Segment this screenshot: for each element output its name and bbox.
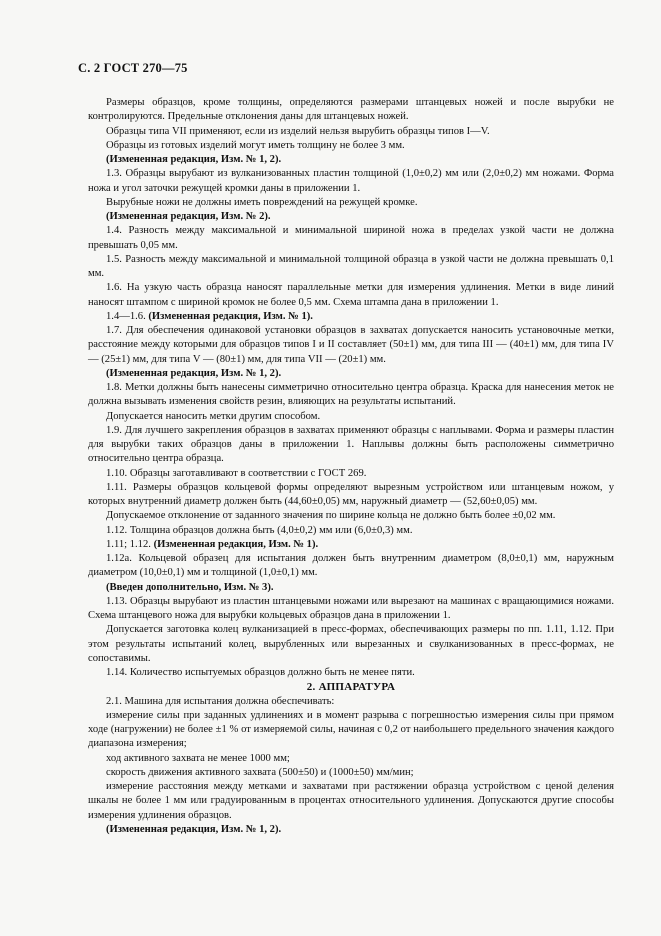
paragraph <box>88 538 614 552</box>
paragraph: скорость движения активного захвата (500±50) и (1000±50) мм/мин; <box>106 766 414 778</box>
paragraph: 1.12. Толщина образцов должна быть (4,0±0,2) мм или (6,0±0,3) мм. <box>106 524 413 536</box>
section-title: 2. АППАРАТУРА <box>306 681 396 694</box>
paragraph: 1.10. Образцы заготавливают в соответствии с ГОСТ 269. <box>106 467 367 479</box>
paragraph: 1.4. Разность между максимальной и минимальной шириной ножа в пределах узкой части не должна превышать 0,05 мм. <box>88 225 614 251</box>
paragraph: Допускаемое отклонение от заданного значения по ширине кольца не должно быть более ±0,02 мм. <box>106 510 556 522</box>
paragraph: 1.5. Разность между максимальной и минимальной толщиной образца в узкой части не должна превышать 0,1 мм. <box>88 253 614 279</box>
paragraph: 2.1. Машина для испытания должна обеспечивать: <box>106 695 335 707</box>
paragraph: ход активного захвата не менее 1000 мм; <box>106 752 290 764</box>
revision-note: (Измененная редакция, Изм. № 1). <box>148 310 313 322</box>
paragraph: 1.7. Для обеспечения одинаковой установки образцов в захватах допускается наносить установочные метки, расстояние между которыми для образцов типов I и II составляет (50±1) мм, для типа III — (40±1) мм, для типа IV — (25±1) мм, для типа V — (80±1) мм, для типа VII — (20±1) мм. <box>88 325 614 365</box>
revision-note: (Измененная редакция, Изм. № 1). <box>153 538 319 550</box>
paragraph: 1.8. Метки должны быть нанесены симметрично относительно центра образца. Краска для нанесения меток не должна вызывать изменения свойств резин, влияющих на результаты испытаний. <box>88 382 614 408</box>
section-2-paragraphs <box>88 695 614 838</box>
paragraph: 1.9. Для лучшего закрепления образцов в захватах применяют образцы с наплывами. Форма и размеры пластин для вырубки таких образцов даны в приложении 1. Наплывы должны быть расположены симметрично относительно центра образца. <box>88 424 614 465</box>
paragraph: 1.6. На узкую часть образца наносят параллельные метки для измерения удлинения. Метки в виде линий наносят штампом с шириной кромок не более 0,5 мм. Схема штампа дана в приложении 1. <box>88 282 614 308</box>
paragraph <box>88 310 614 324</box>
paragraph: Размеры образцов, кроме толщины, определяются размерами штанцевых ножей и после вырубки не контролируются. Предельные отклонения даны для штанцевых ножей. <box>88 97 614 123</box>
paragraph: (Измененная редакция, Изм. № 2). <box>106 211 271 222</box>
page-header: С. 2 ГОСТ 270—75 <box>78 61 188 75</box>
paragraph: измерение силы при заданных удлинениях и в момент разрыва с погрешностью измерения силы при прямом ходе (нагружении) не более ±1 % от измеряемой силы, начиная с 0,2 от наибольшего предельного значения каждого диапазона измерения; <box>88 709 614 750</box>
paragraph: Вырубные ножи не должны иметь повреждений на режущей кромке. <box>106 196 418 208</box>
paragraph: 1.3. Образцы вырубают из вулканизованных пластин толщиной (1,0±0,2) мм или (2,0±0,2) мм ножами. Форма ножа и угол заточки режущей кромки даны в приложении 1. <box>88 168 614 194</box>
paragraph: 1.14. Количество испытуемых образцов должно быть не менее пяти. <box>106 667 415 678</box>
paragraph: (Измененная редакция, Изм. № 1, 2). <box>106 367 282 379</box>
paragraph: Образцы из готовых изделий могут иметь толщину не более 3 мм. <box>106 139 405 151</box>
paragraph: Образцы типа VII применяют, если из изделий нельзя вырубить образцы типов I—V. <box>106 125 490 137</box>
section-1-paragraphs <box>88 96 614 680</box>
paragraph: 1.13. Образцы вырубают из пластин штанцевыми ножами или вырезают на машинах с вращающимися ножами. Схема штанцевого ножа для вырубки кольцевых образцов дана в приложении 1. <box>88 595 614 621</box>
paragraph: 1.11. Размеры образцов кольцевой формы определяют вырезным устройством или штанцевым ножом, у которых внутренний диаметр должен быть (44,60±0,05) мм, наружный диаметр — (52,60±0,05) мм. <box>88 481 614 507</box>
paragraph: Допускается заготовка колец вулканизацией в пресс-формах, обеспечивающих размеры по пп. 1.11, 1.12. При этом результаты испытаний колец, вырубленных или вырезанных и свулканизованных в пресс-формах, не сопоставимы. <box>88 624 614 664</box>
paragraph: (Измененная редакция, Изм. № 1, 2). <box>106 154 282 165</box>
paragraph: измерение расстояния между метками и захватами при растяжении образца устройством с ценой деления шкалы не более 1 мм или градуированным в процентах относительного удлинения. Допускаются другие способы измерения удлинения образцов. <box>88 781 614 821</box>
clause-numbers: 1.4—1.6. <box>106 310 149 322</box>
paragraph: 1.12а. Кольцевой образец для испытания должен быть внутренним диаметром (8,0±0,1) мм, наружным диаметром (10,0±0,1) мм и толщиной (1,0±0,1) мм. <box>88 553 614 579</box>
paragraph: (Измененная редакция, Изм. № 1, 2). <box>106 823 282 835</box>
clause-numbers: 1.11; 1.12. <box>106 538 154 550</box>
document-body <box>88 96 614 837</box>
paragraph: Допускается наносить метки другим способом. <box>106 410 321 422</box>
paragraph: (Введен дополнительно, Изм. № 3). <box>106 581 274 593</box>
